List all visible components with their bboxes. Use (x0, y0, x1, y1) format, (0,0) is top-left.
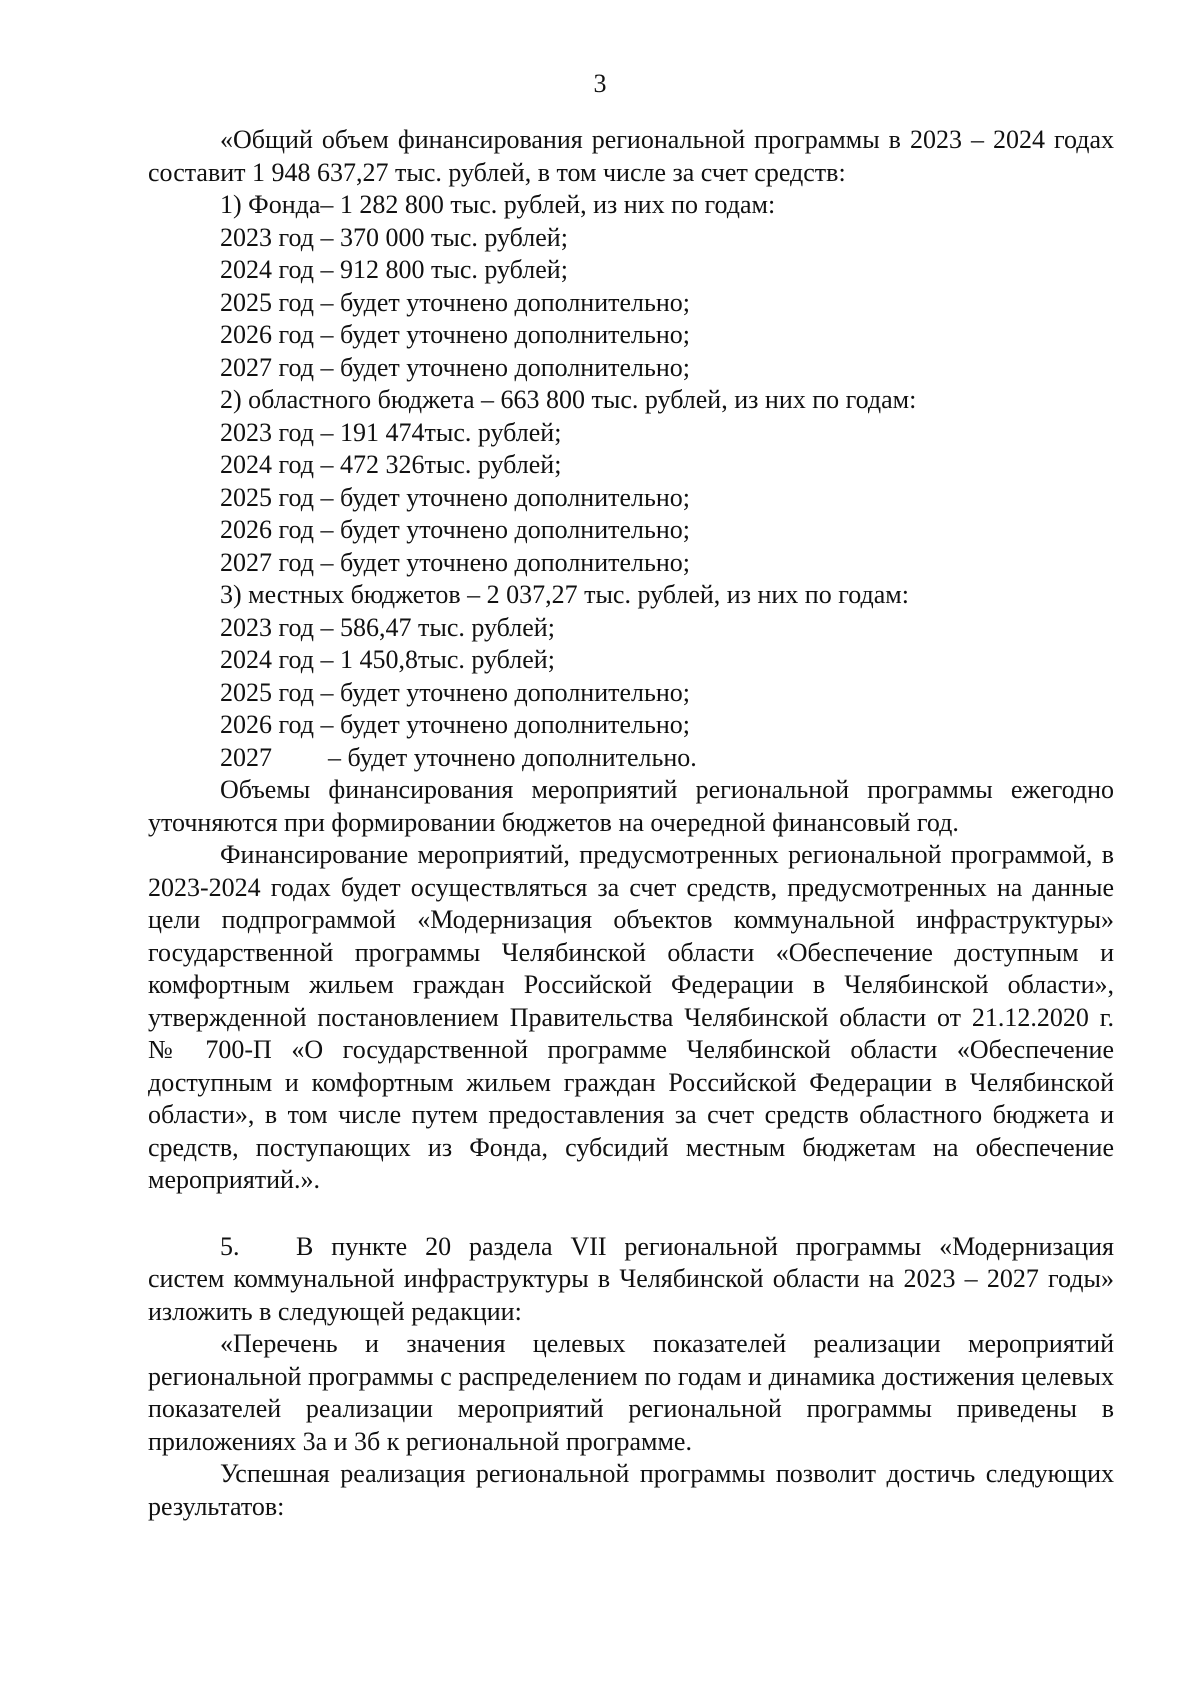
financing-intro-paragraph: «Общий объем финансирования региональной программы в 2023 – 2024 годах составит 1 948 637,27 тыс. рублей, в том числе за счет средств: (148, 125, 1114, 187)
fund-year-line: 2027 год – будет уточнено дополнительно; (220, 352, 690, 382)
results-paragraph: Успешная реализация региональной программы позволит достичь следующих результатов: (148, 1459, 1114, 1521)
local-last-text: – будет уточнено дополнительно. (328, 742, 697, 772)
regional-year-line: 2027 год – будет уточнено дополнительно; (220, 547, 690, 577)
local-budgets-title: 3) местных бюджетов – 2 037,27 тыс. рублей, из них по годам: (220, 580, 909, 609)
local-last-year: 2027 (220, 742, 272, 772)
local-year-line: 2026 год – будет уточнено дополнительно; (220, 710, 690, 739)
item-5-number: 5. (220, 1231, 240, 1261)
regional-year-line: 2024 год – 472 326тыс. рублей; (220, 450, 562, 479)
regional-year-line: 2025 год – будет уточнено дополнительно; (220, 482, 690, 512)
regional-year-line: 2026 год – будет уточнено дополнительно; (220, 515, 690, 544)
fund-title: 1) Фонда– 1 282 800 тыс. рублей, из них по годам: (220, 190, 776, 219)
document-body (148, 124, 1114, 1523)
page-number: 3 (593, 69, 607, 98)
fund-year-line: 2026 год – будет уточнено дополнительно; (220, 320, 690, 349)
local-year-line: 2023 год – 586,47 тыс. рублей; (220, 612, 555, 642)
financing-paragraph: Финансирование мероприятий, предусмотренных региональной программой, в 2023-2024 годах будет осуществляться за счет средств, предусмотренных на данные цели подпрограммой «Модернизация объектов коммунальной инфраструктуры» государственной программы Челябинской области «Обеспечение доступным и комфортным жильем граждан Российской Федерации в Челябинской области», утвержденной постановлением Правительства Челябинской области от 21.12.2020 г. № 700-П «О государственной программе Челябинской области «Обеспечение доступным и комфортным жильем граждан Российской Федерации в Челябинской области», в том числе путем предоставления за счет средств областного бюджета и средств, поступающих из Фонда, субсидий местным бюджетам на обеспечение мероприятий.». (148, 840, 1114, 1194)
regional-budget-title: 2) областного бюджета – 663 800 тыс. рублей, из них по годам: (220, 385, 917, 414)
paragraph-gap (148, 1197, 1114, 1231)
fund-year-line: 2023 год – 370 000 тыс. рублей; (220, 222, 568, 252)
local-year-line: 2025 год – будет уточнено дополнительно; (220, 677, 690, 707)
indicators-paragraph: «Перечень и значения целевых показателей реализации мероприятий региональной программы с распределением по годам и динамика достижения целевых показателей реализации мероприятий региональной программы приведены в приложениях 3а и 3б к региональной программе. (148, 1329, 1114, 1456)
volumes-paragraph: Объемы финансирования мероприятий региональной программы ежегодно уточняются при формировании бюджетов на очередной финансовый год. (148, 775, 1114, 837)
fund-year-line: 2025 год – будет уточнено дополнительно; (220, 287, 690, 317)
regional-year-line: 2023 год – 191 474тыс. рублей; (220, 417, 562, 447)
local-year-line-last (148, 742, 1114, 775)
fund-year-line: 2024 год – 912 800 тыс. рублей; (220, 255, 568, 284)
local-year-line: 2024 год – 1 450,8тыс. рублей; (220, 645, 555, 674)
item-5-text: В пункте 20 раздела VII региональной программы «Модернизация систем коммунальной инфраструктуры в Челябинской области на 2023 – 2027 годы» изложить в следующей редакции: (148, 1231, 1114, 1326)
